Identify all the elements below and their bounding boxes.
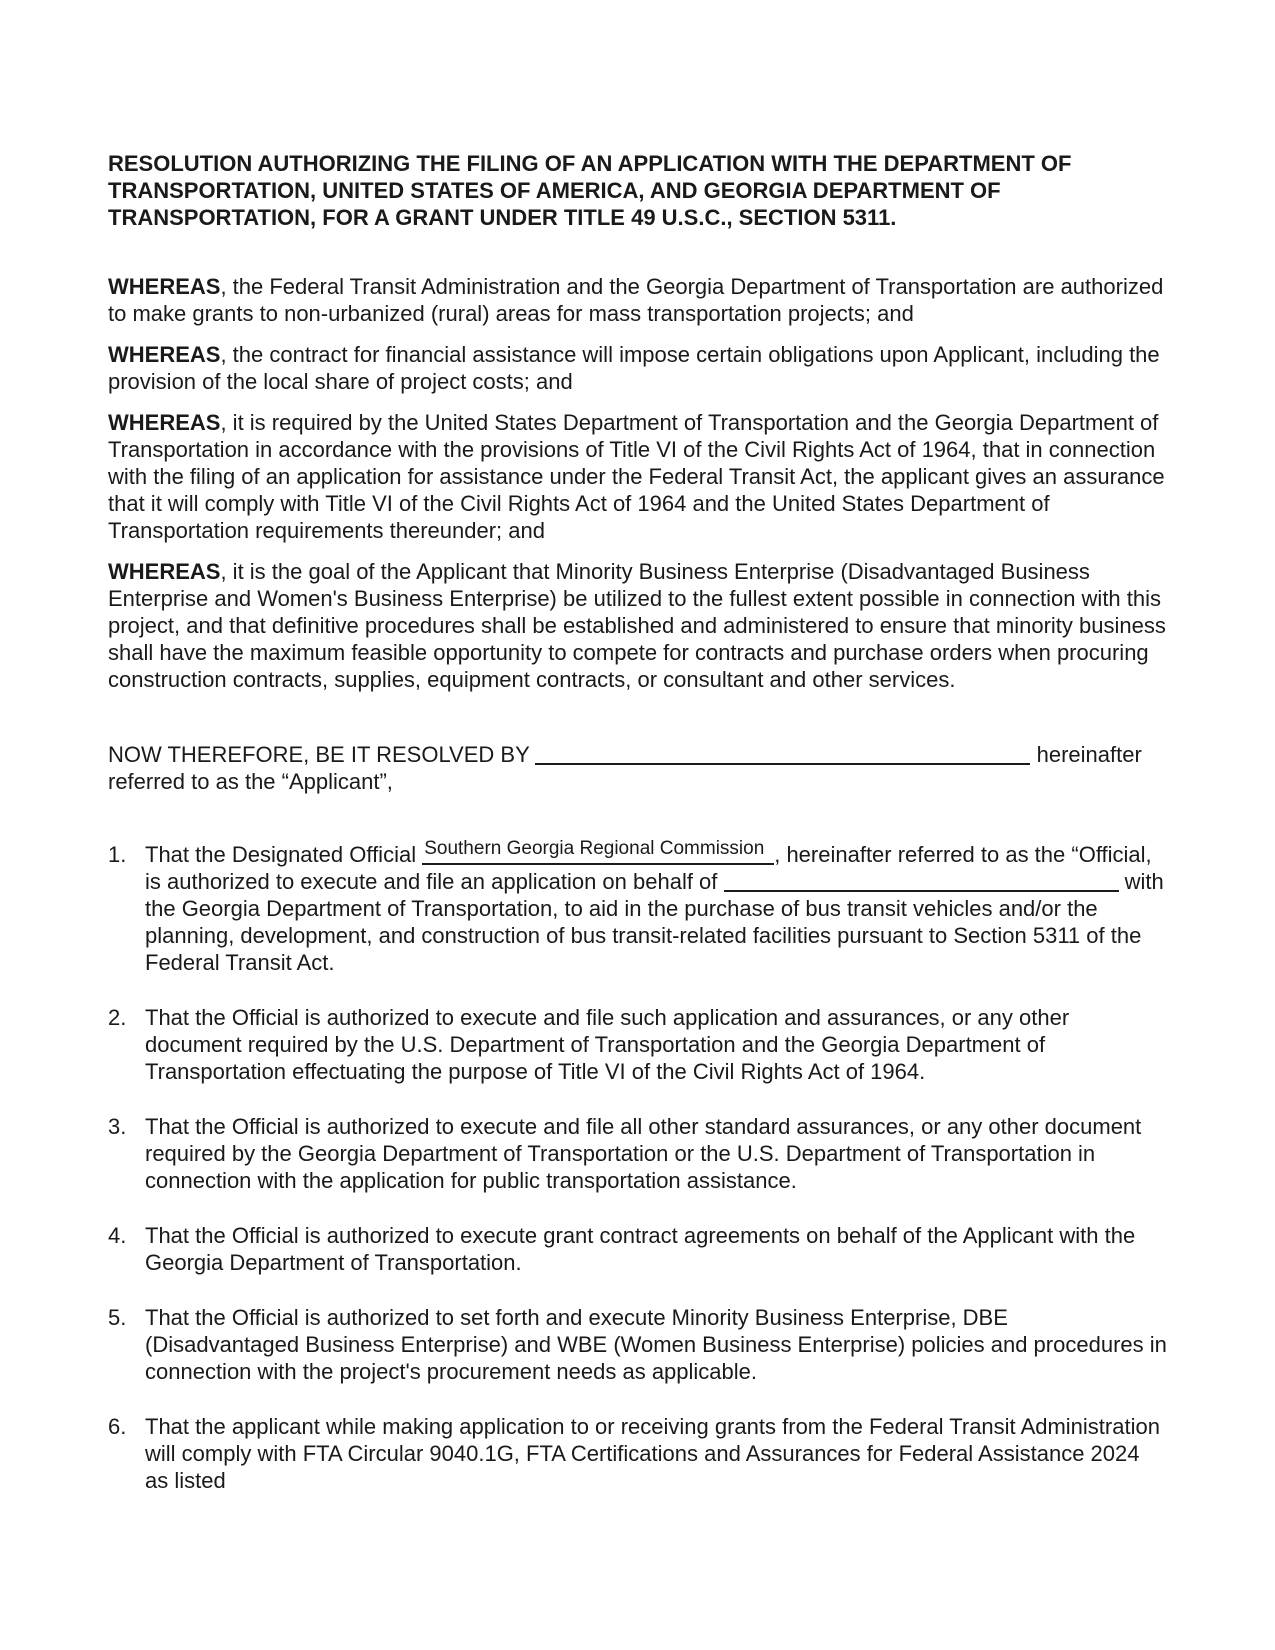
resolution-text-after: hereinafter referred to as the “Applicant”, [108,742,1142,794]
item-text: That the Official is authorized to set forth and execute Minority Business Enterprise, DBE (Disadvantaged Business Enterprise) and WBE (Women Business Enterprise) policies and procedures in connection with the project's procurement needs as applicable. [145,1305,1167,1384]
item-text [145,838,1167,976]
document-title-line: TRANSPORTATION, UNITED STATES OF AMERICA, AND GEORGIA DEPARTMENT OF [108,178,1001,203]
whereas-lead: WHEREAS [108,410,221,435]
list-item-2 [108,1004,1167,1085]
item-text: That the Official is authorized to execute grant contract agreements on behalf of the Applicant with the Georgia Department of Transportation. [145,1223,1136,1275]
item-text: That the Official is authorized to execute and file such application and assurances, or any other document required by the U.S. Department of Transportation and the Georgia Department of Transportation effectuating the purpose of Title VI of the Civil Rights Act of 1964. [145,1005,1070,1084]
whereas-lead: WHEREAS [108,342,221,367]
resolution-text-before: NOW THEREFORE, BE IT RESOLVED BY [108,742,530,767]
item-text: That the Official is authorized to execute and file all other standard assurances, or any other document required by the Georgia Department of Transportation or the U.S. Department of Transportation in connection with the application for public transportation assistance. [145,1114,1142,1193]
item-number: 1. [108,842,127,867]
whereas-clause-3 [108,409,1167,544]
item-number: 3. [108,1114,127,1139]
list-item-1 [108,838,1167,976]
whereas-text: , it is the goal of the Applicant that Minority Business Enterprise (Disadvantaged Business Enterprise and Women's Business Enterprise) be utilized to the fullest extent possible in connection with this project, and that definitive procedures shall be established and administered to ensure that minority business shall have the maximum feasible opportunity to compete for contracts and purchase orders when procuring construction contracts, supplies, equipment contracts, or consultant and other services. [108,559,1166,692]
resolution-clause [108,741,1167,795]
item-number: 5. [108,1305,127,1330]
whereas-clause-1 [108,273,1167,327]
item1-part2: , hereinafter referred to as the “Official, is authorized to execute and file an application on behalf of [145,842,1152,894]
document-title [108,150,1167,231]
item1-part1: That the Designated Official [145,842,417,867]
item-text: That the applicant while making application to or receiving grants from the Federal Transit Administration will comply with FTA Circular 9040.1G, FTA Certifications and Assurances for Federal Assistance 2024 as listed [145,1414,1160,1493]
list-item-4 [108,1222,1167,1276]
item-number: 6. [108,1414,127,1439]
whereas-lead: WHEREAS [108,559,221,584]
list-item-3 [108,1113,1167,1194]
designated-official-value: Southern Georgia Regional Commission [424,838,765,859]
list-item-5 [108,1304,1167,1385]
whereas-clause-4 [108,558,1167,693]
applicant-blank-line [535,763,1030,765]
list-item-6 [108,1413,1167,1494]
whereas-text: , it is required by the United States Department of Transportation and the Georgia Department of Transportation in accordance with the provisions of Title VI of the Civil Rights Act of 1964, that in connection with the filing of an application for assistance under the Federal Transit Act, the applicant gives an assurance that it will comply with Title VI of the Civil Rights Act of 1964 and the United States Department of Transportation requirements thereunder; and [108,410,1165,543]
whereas-text: , the contract for financial assistance will impose certain obligations upon Applicant, including the provision of the local share of project costs; and [108,342,1160,394]
whereas-lead: WHEREAS [108,274,221,299]
item-number: 2. [108,1005,127,1030]
document-title-line: TRANSPORTATION, FOR A GRANT UNDER TITLE 49 U.S.C., SECTION 5311. [108,205,897,230]
whereas-text: , the Federal Transit Administration and the Georgia Department of Transportation are authorized to make grants to non-urbanized (rural) areas for mass transportation projects; and [108,274,1164,326]
designated-official-blank-line [422,838,774,865]
document-title-line: RESOLUTION AUTHORIZING THE FILING OF AN APPLICATION WITH THE DEPARTMENT OF [108,151,1072,176]
item-number: 4. [108,1223,127,1248]
resolution-items [108,838,1167,1494]
whereas-clause-2 [108,341,1167,395]
item1-part3: with the Georgia Department of Transportation, to aid in the purchase of bus transit vehicles and/or the planning, development, and construction of bus transit-related facilities pursuant to Section 5311 of the Federal Transit Act. [145,869,1164,975]
behalf-of-blank-line [724,890,1119,892]
